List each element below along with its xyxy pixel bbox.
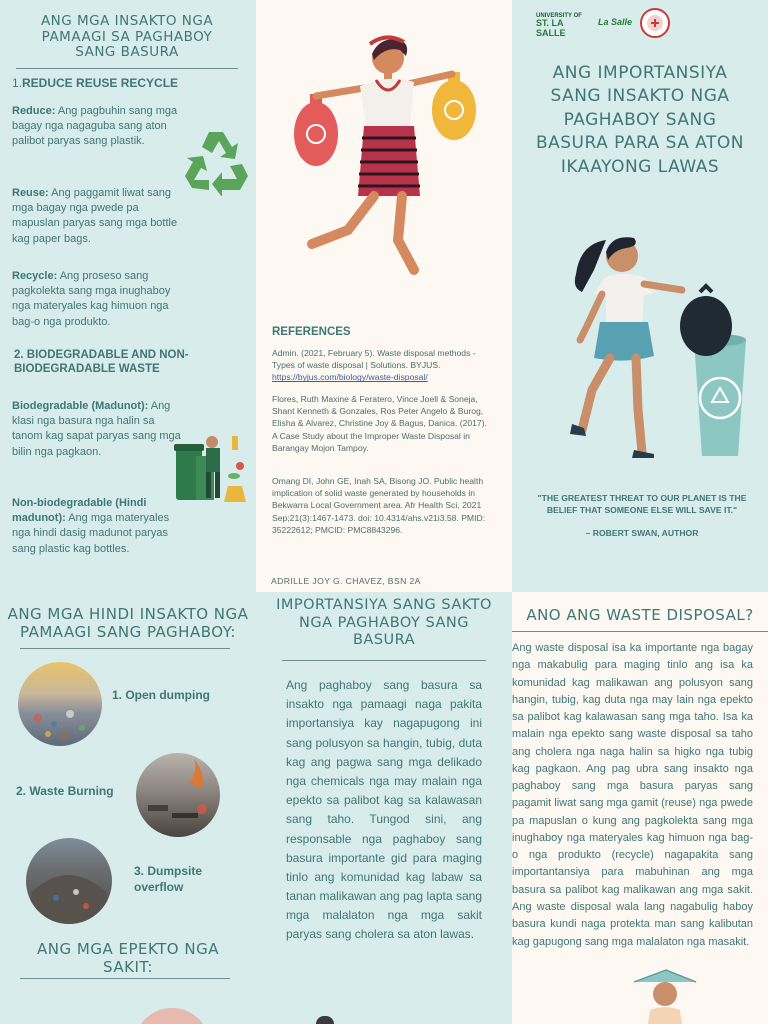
- panel1-divider: [16, 68, 238, 69]
- waste-bins-illustration: [172, 430, 252, 504]
- reuse-paragraph: Reuse: Ang paggamit liwat sang mga bagay nga pwede pa mapuslan paryas sang mga bottle kag paper bags.: [12, 187, 178, 245]
- dumpsite-overflow-photo: [26, 838, 112, 924]
- nursing-seal-icon: [640, 8, 670, 38]
- waste-burning-photo: [136, 753, 220, 837]
- biodegradable-paragraph: Biodegradable (Madunot): Ang klasi nga basura nga halin sa tanom kag sapat paryas sang mga bilin nga pagkaon.: [12, 400, 181, 458]
- dumpsite-overflow-label: 3. Dumpsite overflow: [134, 864, 203, 894]
- lasalle-logo: La Salle: [598, 17, 633, 27]
- waste-burning-label: 2. Waste Burning: [16, 784, 114, 798]
- farmer-illustration-partial: [630, 968, 700, 1024]
- panel-cover: [512, 0, 768, 592]
- panel-importance: [256, 592, 512, 1024]
- recycle-icon: [182, 126, 252, 196]
- panel6-divider: [512, 631, 768, 632]
- figure-head-partial: [316, 1016, 334, 1024]
- reduce-paragraph: Reduce: Ang pagbuhin sang mga bagay nga nagaguba sang aton palibot paryas sang plastik.: [12, 105, 178, 148]
- author-name: ADRILLE JOY G. CHAVEZ, BSN 2A: [271, 576, 421, 586]
- disease-photo-partial: [134, 1008, 210, 1024]
- cover-title: ANG IMPORTANSIYA SANG INSAKTO NGA PAGHABOY SANG BASURA PARA SA ATON IKAAYONG LAWAS: [535, 63, 745, 177]
- panel5-title: IMPORTANSIYA SANG SAKTO NGA PAGHABOY SANG BASURA: [276, 597, 492, 649]
- panel4-divider-2: [20, 978, 230, 979]
- importance-paragraph: Ang paghaboy sang basura sa insakto nga pamaagi naga pakita importansiya kay nagapugong ini sang polusyon sa hangin, tubig, duta kag ang pagwa sang mga delikado nga chemicals nga may malain nga epekto sa palibot kag sa kalawasan sang taho. Tungod sini, ang responsable nga paghaboy sang basura importante gid para maging tinlo ang komunidad kag labaw sa tanan malikawan ang pag lapta sang mga malalaton nga mga sakit paryas sang cholera sa aton lawas.: [286, 678, 482, 942]
- panel4-title: ANG MGA HINDI INSAKTO NGA PAMAAGI SANG PAGHABOY:: [7, 605, 249, 641]
- university-logo: UNIVERSITY OF ST. LA SALLE: [536, 13, 582, 38]
- panel1-title: ANG MGA INSAKTO NGA PAMAAGI SA PAGHABOY SANG BASURA: [40, 13, 214, 61]
- panel-improper-disposal: [0, 592, 256, 1024]
- reference-2: Flores, Ruth Maxine & Feratero, Vince Joell & Soneja, Shant Kenneth & Gonzales, Ros Peter Angelo & Burog, Elisha & Alvarez, Christine Joy & Bagus, Danica. (2017). A Case Study about the Improper Waste Disposal in Barangay Mojon Tampoy.: [272, 394, 487, 453]
- girl-throwing-trash-illustration: [542, 230, 746, 462]
- woman-holding-bags-illustration: [288, 34, 480, 278]
- panel5-divider: [282, 660, 486, 661]
- panel4-divider: [20, 648, 230, 649]
- environment-quote: "THE GREATEST THREAT TO OUR PLANET IS THE BELIEF THAT SOMEONE ELSE WILL SAVE IT.": [537, 493, 747, 516]
- reference-link[interactable]: https://byjus.com/biology/waste-disposal/: [272, 372, 428, 383]
- panel-what-is-waste-disposal: [512, 592, 768, 1024]
- non-biodegradable-paragraph: Non-biodegradable (Hindi madunot): Ang mga materyales nga hindi dasig madunot paryas sang plastic kag bottles.: [12, 497, 170, 555]
- reference-3: Omang DI, John GE, Inah SA, Bisong JO. Public health implication of solid waste generated by households in Bekwarra Local Government area. Afr Health Sci. 2021 Sep;21(3):1467-1473. doi: 10.4314/ahs.v21i3.58. PMID: 35222612; PMCID: PMC8843296.: [272, 476, 486, 535]
- panel6-title: ANO ANG WASTE DISPOSAL?: [526, 606, 754, 624]
- section2-heading: 2. BIODEGRADABLE AND NON-BIODEGRADABLE WASTE: [14, 349, 189, 376]
- open-dumping-photo: [18, 662, 102, 746]
- waste-disposal-paragraph: Ang waste disposal isa ka importante nga bagay nga makabulig para maging tinlo ang isa ka komunidad kag malikawan ang polusyon sang hangin, tubig, kag duta nga may lain nga epekto sa palibot kag kalawasan sang mga taho. Isa ka malain nga epekto sang waste disposal sa taho ang cholera nga naga halin sa higko nga tubig kag pagkaon. Ang pag ubra sang insakto nga paghaboy sang mga basura paryas sang pagamit liwat sang mga gamit (reuse) nga pwede pa mapuslan o kung ang pagkolekta sang mga inughaboy nga materyales kag himuon nga bag-o nga produkto (recycle) nagapakita sang importantansiya para mabuhinan ang mga basura sa palibot kag malikawan ang mga sakit. Ang waste disposal wala lang nagabulig haboy basura kundi naga protekta man sang kalibutan kag gapugong sang mga malalaton nga masakit.: [512, 642, 753, 948]
- open-dumping-label: 1. Open dumping: [112, 688, 210, 702]
- panel-references: [256, 0, 512, 592]
- recycle-paragraph: Recycle: Ang proseso sang pagkolekta sang mga inughaboy nga materyales kag himuon nga bag-o nga produkto.: [12, 270, 171, 328]
- panel4-subtitle: ANG MGA EPEKTO NGA SAKIT:: [37, 940, 219, 976]
- panel-reduce-reuse-recycle: [0, 0, 256, 592]
- quote-author: – ROBERT SWAN, AUTHOR: [585, 528, 699, 538]
- references-title: REFERENCES: [272, 326, 351, 338]
- section1-heading: 1.REDUCE REUSE RECYCLE: [12, 76, 179, 90]
- reference-1: Admin. (2021, February 5). Waste disposal methods - Types of waste disposal | Solutions. BYJUS. https://byjus.com/biology/waste-disposal/: [272, 348, 476, 383]
